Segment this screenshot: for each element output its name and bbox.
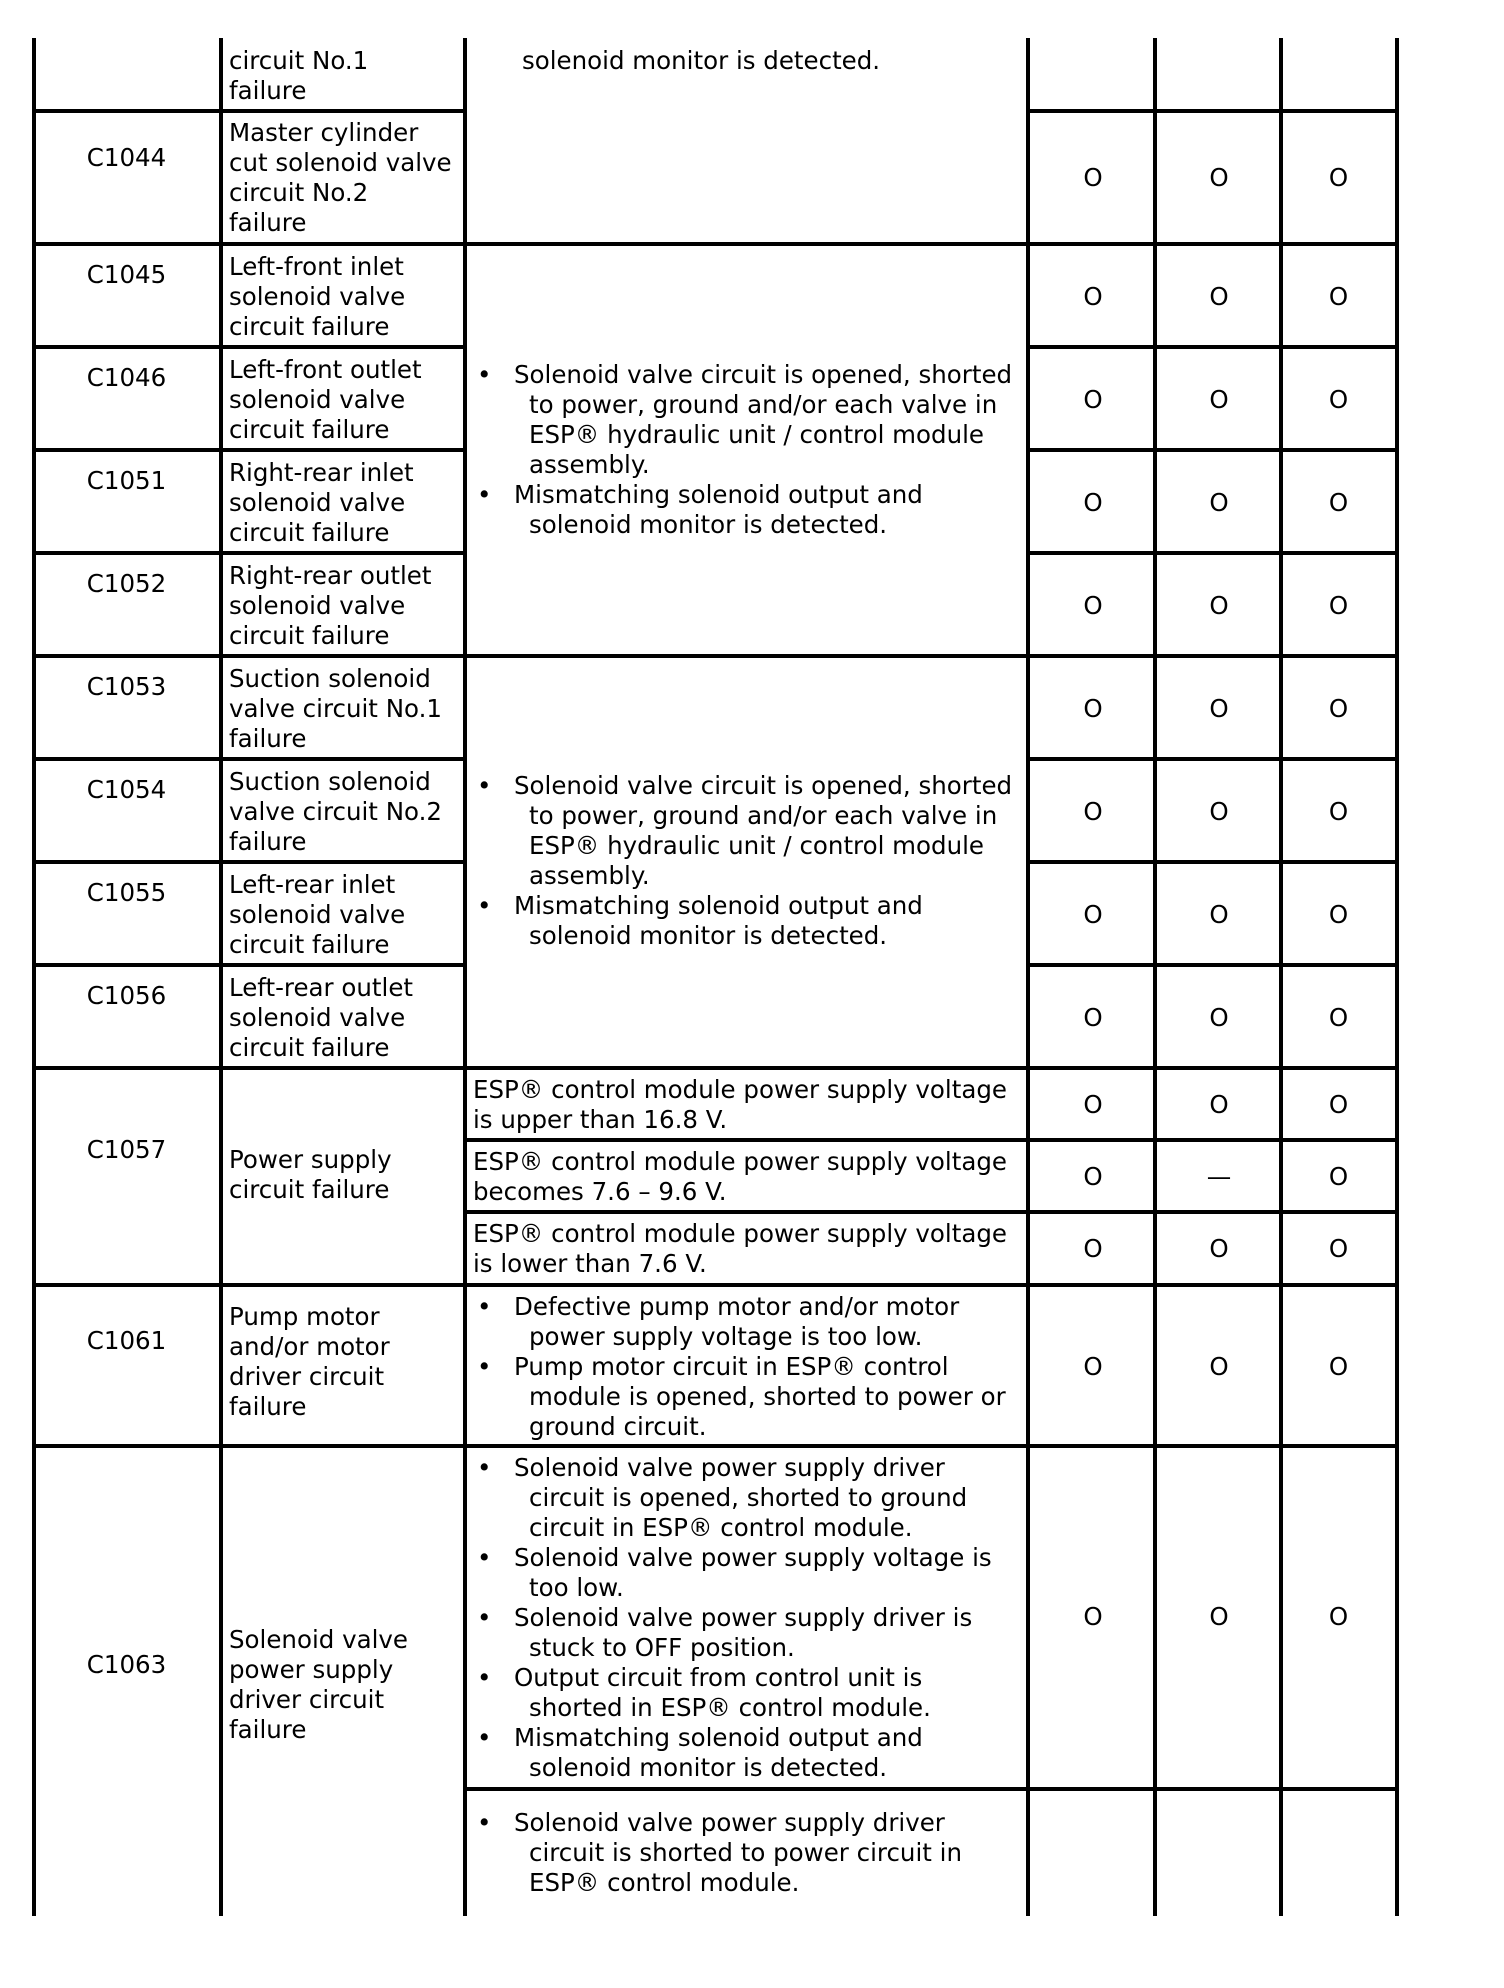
condition-bullet: • Solenoid valve circuit is opened, shorted to power, ground and/or each valve in ESP® hydraulic unit / control module assembly. <box>477 771 1022 891</box>
mark-cell: O <box>1083 694 1103 723</box>
row-divider <box>1026 109 1399 113</box>
mark-cell: O <box>1328 1003 1349 1032</box>
table-border-left <box>32 38 36 1916</box>
mark-cell: O <box>1209 1352 1229 1381</box>
condition-bullet: • Mismatching solenoid output and solenoid monitor is detected. <box>477 891 1022 951</box>
dtc-description: Left-front inlet solenoid valve circuit failure <box>229 252 406 341</box>
mark-cell: O <box>1209 797 1229 826</box>
detecting-condition: ESP® control module power supply voltage becomes 7.6 – 9.6 V. <box>473 1147 1007 1206</box>
condition-bullet: • Solenoid valve power supply driver is stuck to OFF position. <box>477 1603 1022 1663</box>
mark-cell: O <box>1328 1162 1349 1191</box>
mark-cell: O <box>1328 797 1349 826</box>
mark-cell: O <box>1209 385 1229 414</box>
row-divider <box>32 448 467 452</box>
row-divider <box>32 860 467 864</box>
dtc-code: C1063 <box>86 1650 167 1679</box>
row-divider <box>1026 963 1399 967</box>
dtc-code: C1057 <box>86 1135 167 1164</box>
mark-cell: O <box>1083 163 1103 192</box>
row-divider <box>1026 551 1399 555</box>
row-divider <box>32 1444 1399 1448</box>
mark-cell: O <box>1083 488 1103 517</box>
mark-cell: O <box>1083 591 1103 620</box>
row-divider <box>32 109 467 113</box>
dtc-code: C1044 <box>86 143 167 172</box>
condition-bullet: • Solenoid valve power supply driver circuit is opened, shorted to ground circuit in ESP® control module. <box>477 1453 1022 1543</box>
dtc-code: C1061 <box>86 1326 167 1355</box>
column-divider <box>1026 38 1030 1916</box>
mark-cell: O <box>1209 282 1229 311</box>
dtc-code: C1055 <box>86 878 167 907</box>
dtc-code: C1054 <box>86 775 167 804</box>
condition-bullet: • Defective pump motor and/or motor power supply voltage is too low. <box>477 1292 1022 1352</box>
column-divider <box>219 38 223 1916</box>
detecting-condition-list <box>477 771 1022 951</box>
row-divider <box>32 551 467 555</box>
dtc-description: Left-rear inlet solenoid valve circuit failure <box>229 870 406 959</box>
dtc-description: Master cylinder cut solenoid valve circuit No.2 failure <box>229 118 452 237</box>
mark-cell: O <box>1083 1234 1103 1263</box>
mark-cell: O <box>1209 900 1229 929</box>
detecting-condition-list <box>477 360 1022 540</box>
row-divider <box>32 1066 1399 1070</box>
row-divider <box>32 654 1399 658</box>
dtc-code: C1046 <box>86 363 167 392</box>
mark-cell: O <box>1209 694 1229 723</box>
row-divider <box>1026 345 1399 349</box>
mark-cell: O <box>1328 1090 1349 1119</box>
mark-cell: O <box>1209 591 1229 620</box>
mark-cell: O <box>1209 1602 1229 1631</box>
condition-bullet: • Mismatching solenoid output and solenoid monitor is detected. <box>477 1723 1022 1783</box>
dtc-description: Right-rear outlet solenoid valve circuit failure <box>229 561 432 650</box>
detecting-condition: solenoid monitor is detected. <box>522 46 881 75</box>
condition-bullet: • Solenoid valve circuit is opened, shorted to power, ground and/or each valve in ESP® hydraulic unit / control module assembly. <box>477 360 1022 480</box>
mark-cell: O <box>1083 1162 1103 1191</box>
column-divider <box>1279 38 1283 1916</box>
condition-bullet: • Output circuit from control unit is shorted in ESP® control module. <box>477 1663 1022 1723</box>
dtc-description: Left-rear outlet solenoid valve circuit failure <box>229 973 414 1062</box>
row-divider <box>463 1787 1399 1791</box>
mark-cell: O <box>1083 1602 1103 1631</box>
dtc-description: Right-rear inlet solenoid valve circuit failure <box>229 458 414 547</box>
detecting-condition: ESP® control module power supply voltage is lower than 7.6 V. <box>473 1219 1007 1278</box>
dtc-description: Left-front outlet solenoid valve circuit failure <box>229 355 422 444</box>
mark-cell: O <box>1328 1352 1349 1381</box>
mark-cell: O <box>1083 797 1103 826</box>
mark-cell: O <box>1209 1234 1229 1263</box>
row-divider <box>1026 448 1399 452</box>
condition-bullet: • Solenoid valve power supply voltage is too low. <box>477 1543 1022 1603</box>
mark-cell: O <box>1083 1090 1103 1119</box>
row-divider <box>1026 860 1399 864</box>
dtc-code: C1052 <box>86 569 167 598</box>
mark-cell: O <box>1328 385 1349 414</box>
column-divider <box>1153 38 1157 1916</box>
mark-cell: O <box>1083 1352 1103 1381</box>
dtc-description: Suction solenoid valve circuit No.2 failure <box>229 767 442 856</box>
mark-cell: O <box>1328 163 1349 192</box>
mark-cell: O <box>1209 1090 1229 1119</box>
mark-cell: O <box>1328 1234 1349 1263</box>
dtc-description: Pump motor and/or motor driver circuit failure <box>229 1302 390 1421</box>
row-divider <box>32 242 1399 246</box>
mark-cell: O <box>1328 488 1349 517</box>
dtc-description: Solenoid valve power supply driver circuit failure <box>229 1625 408 1744</box>
detecting-condition-list <box>477 1292 1022 1442</box>
mark-cell: O <box>1083 900 1103 929</box>
dtc-description: Suction solenoid valve circuit No.1 failure <box>229 664 442 753</box>
dtc-code: C1053 <box>86 672 167 701</box>
detecting-condition: ESP® control module power supply voltage is upper than 16.8 V. <box>473 1075 1007 1134</box>
row-divider <box>463 1210 1399 1214</box>
dtc-description: Power supply circuit failure <box>229 1145 392 1204</box>
mark-cell: O <box>1328 591 1349 620</box>
column-divider <box>463 38 467 1916</box>
mark-cell: O <box>1328 900 1349 929</box>
table-border-right <box>1395 38 1399 1916</box>
row-divider <box>1026 757 1399 761</box>
condition-bullet: • Pump motor circuit in ESP® control module is opened, shorted to power or ground circuit. <box>477 1352 1022 1442</box>
row-divider <box>32 757 467 761</box>
row-divider <box>32 345 467 349</box>
mark-cell: O <box>1328 694 1349 723</box>
mark-cell: O <box>1328 282 1349 311</box>
row-divider <box>32 1283 1399 1287</box>
dtc-description: circuit No.1 failure <box>229 46 369 105</box>
mark-cell: O <box>1083 385 1103 414</box>
detecting-condition-list <box>477 1453 1022 1783</box>
mark-cell: O <box>1209 163 1229 192</box>
mark-cell: O <box>1209 1003 1229 1032</box>
mark-cell: O <box>1083 282 1103 311</box>
row-divider <box>463 1138 1399 1142</box>
condition-bullet: • Solenoid valve power supply driver circuit is shorted to power circuit in ESP® control module. <box>477 1808 1022 1898</box>
row-divider <box>32 963 467 967</box>
mark-cell: O <box>1083 1003 1103 1032</box>
dtc-code: C1045 <box>86 260 167 289</box>
dtc-code: C1051 <box>86 466 167 495</box>
dtc-code: C1056 <box>86 981 167 1010</box>
detecting-condition-list <box>477 1808 1022 1898</box>
mark-cell: O <box>1328 1602 1349 1631</box>
mark-cell: O <box>1209 488 1229 517</box>
mark-cell: — <box>1206 1162 1232 1191</box>
condition-bullet: • Mismatching solenoid output and solenoid monitor is detected. <box>477 480 1022 540</box>
